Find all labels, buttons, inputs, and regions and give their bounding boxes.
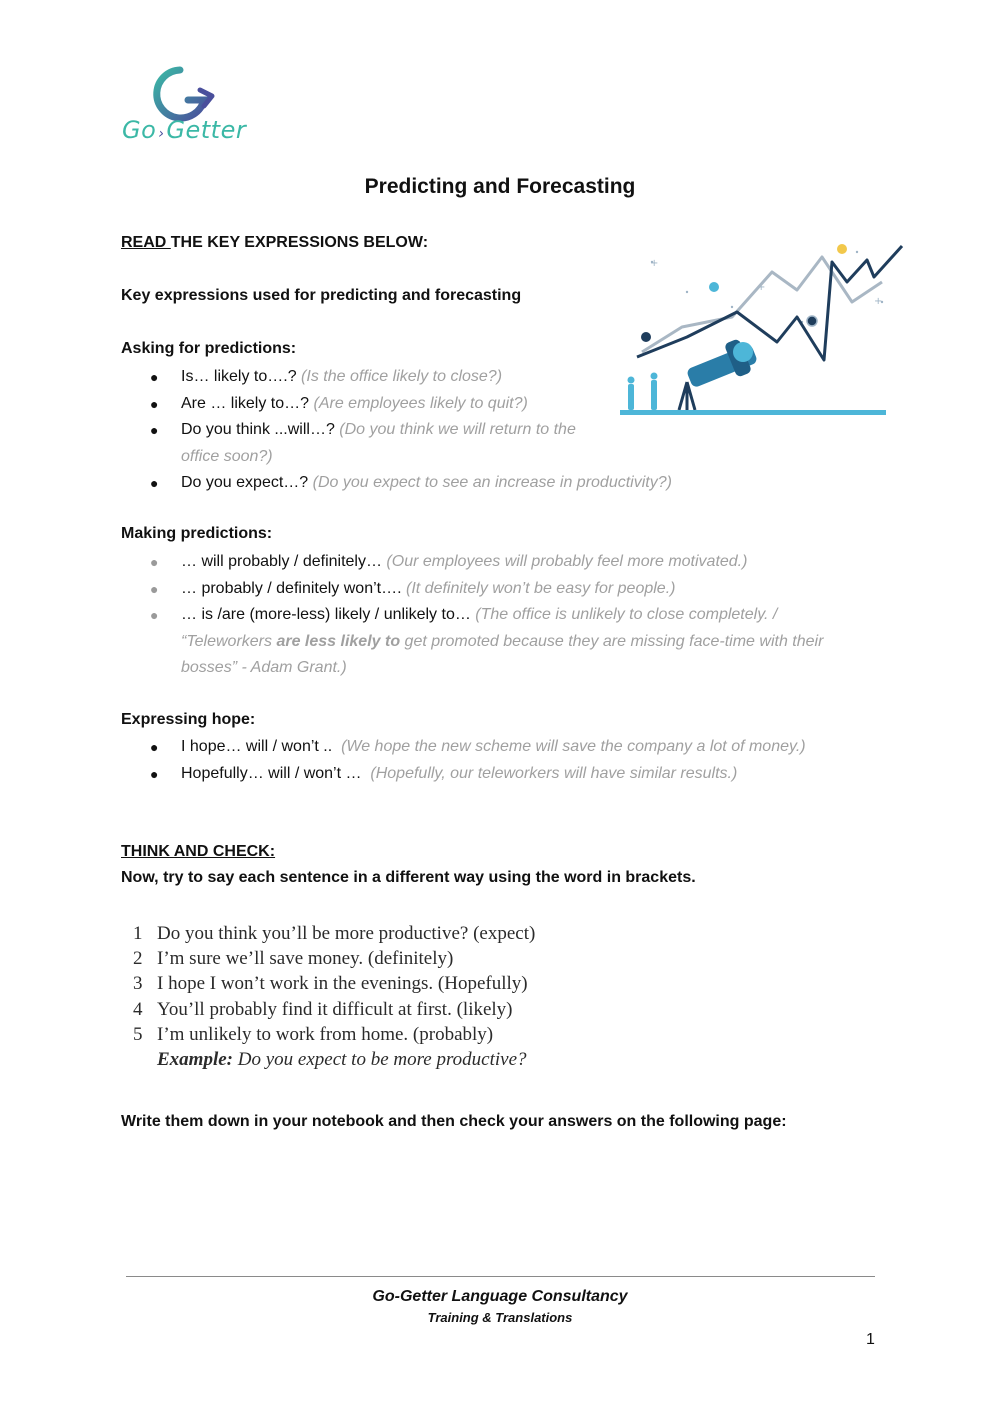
list-item: ● Is… likely to….? (Is the office likely to close?) — [150, 364, 672, 391]
svg-text:+: + — [757, 282, 766, 293]
list-item: ● Do you expect…? (Do you expect to see an increase in productivity?) — [150, 470, 672, 497]
bullet-icon: ● — [150, 475, 159, 491]
list-item: ● … is /are (more-less) likely / unlikely to… (The office is unlikely to close completely. / “Teleworkers are less likely to get promoted because they are missing face-time with their bosses” - Adam Grant.) — [150, 602, 870, 682]
footer-divider — [126, 1276, 875, 1277]
sparkle-icons — [650, 251, 883, 323]
telescope-icon — [679, 338, 758, 410]
list-item: ● Hopefully… will / won’t … (Hopefully, our teleworkers will have similar results.) — [150, 761, 910, 788]
list-item: ● I hope… will / won’t .. (We hope the new scheme will save the company a lot of money.) — [150, 734, 910, 761]
exercise-item: 2 I’m sure we’ll save money. (definitely) — [133, 948, 454, 970]
list-item: ● Do you think ...will…? (Do you think we will return to the office soon?) — [150, 417, 611, 470]
bullet-icon: ● — [150, 369, 159, 385]
exercise-item: 3 I hope I won’t work in the evenings. (Hopefully) — [133, 973, 528, 995]
list-item: ● … probably / definitely won’t…. (It definitely won’t be easy for people.) — [150, 576, 870, 603]
write-instruction: Write them down in your notebook and then check your answers on the following page: — [121, 1113, 787, 1130]
bullet-icon: ● — [150, 422, 159, 438]
list-item: ● … will probably / definitely… (Our employees will probably feel more motivated.) — [150, 549, 870, 576]
asking-list — [150, 364, 672, 497]
exercise-item: 5 I’m unlikely to work from home. (probably) — [133, 1023, 494, 1045]
exercise-sentences — [133, 921, 535, 1072]
bullet-icon: ● — [150, 739, 159, 755]
svg-text:+: + — [874, 296, 883, 307]
asking-heading: Asking for predictions: — [121, 340, 297, 357]
key-expressions-heading: Key expressions used for predicting and forecasting — [121, 287, 522, 304]
telescope-forecast-illustration — [612, 232, 912, 422]
logo-wordmark: Go ›Getter — [122, 116, 247, 144]
page-title: Predicting and Forecasting — [364, 175, 636, 198]
think-heading: THINK AND CHECK: — [121, 843, 276, 860]
svg-text:+: + — [650, 258, 659, 269]
footer-tagline: Training & Translations — [427, 1310, 573, 1325]
exercise-item: 1 Do you think you’ll be more productive? (expect) — [133, 923, 536, 944]
think-instruction: Now, try to say each sentence in a different way using the word in brackets. — [121, 869, 696, 886]
navy-trend-line — [637, 246, 902, 360]
bullet-icon: ● — [150, 580, 159, 597]
footer-company: Go-Getter Language Consultancy — [372, 1288, 628, 1305]
read-heading: READ THE KEY EXPRESSIONS BELOW: — [121, 234, 429, 251]
exercise-example: Example: Do you expect to be more productive? — [157, 1049, 527, 1071]
smiley-icon — [837, 244, 847, 254]
making-heading: Making predictions: — [121, 525, 273, 542]
hope-list — [150, 734, 910, 787]
grey-trend-line — [642, 257, 882, 352]
people-icon — [628, 373, 658, 411]
navy-dot-icon — [641, 332, 651, 342]
bullet-icon: ● — [150, 554, 159, 570]
navy-dot-icon — [807, 316, 817, 326]
exercise-item: 4 You’ll probably find it difficult at first. (likely) — [133, 998, 513, 1020]
ground-line — [620, 410, 886, 415]
hope-heading: Expressing hope: — [121, 711, 256, 728]
bullet-icon: ● — [150, 765, 159, 782]
smiley-icon — [709, 282, 719, 292]
list-item: ● Are … likely to…? (Are employees likely to quit?) — [150, 391, 672, 418]
page-number: 1 — [866, 1331, 875, 1348]
bullet-icon: ● — [150, 607, 159, 623]
bullet-icon: ● — [150, 395, 159, 412]
making-list — [150, 549, 870, 682]
